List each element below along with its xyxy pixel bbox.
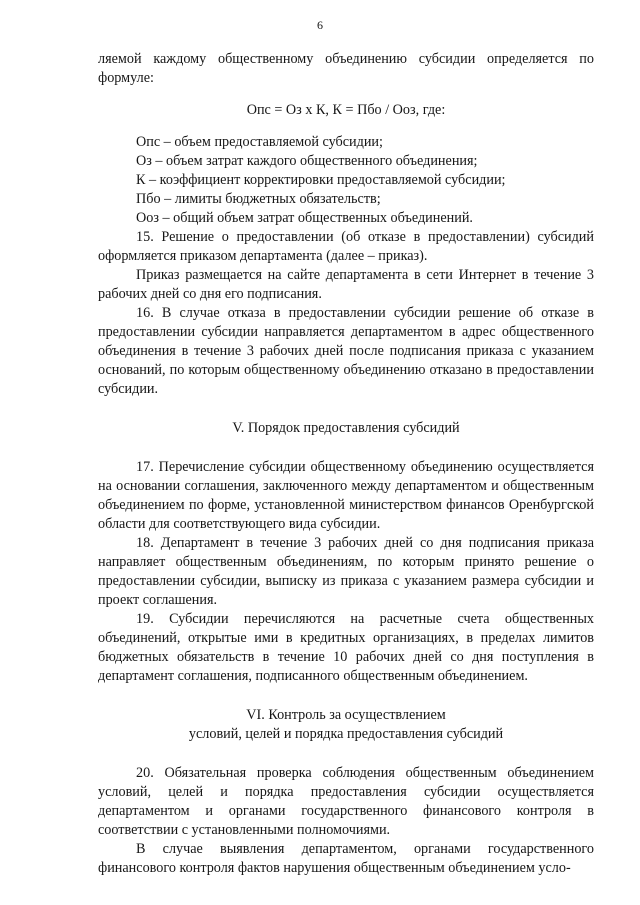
formula-legend: [98, 133, 594, 228]
paragraph-15: 15. Решение о предоставлении (об отказе в предоставлении) субсидий оформляется приказом департамента (далее – приказ).: [98, 229, 594, 264]
paragraph-20: 20. Обязательная проверка соблюдения общественным объединением условий, целей и порядка предоставления субсидии осуществляется департаментом и органами государственного финансового контроля в соответствии с установленными полномочиями.: [98, 765, 594, 838]
legend-item: Оз – объем затрат каждого общественного объединения;: [136, 153, 478, 169]
legend-item: К – коэффициент корректировки предоставляемой субсидии;: [136, 172, 506, 188]
paragraph-19: 19. Субсидии перечисляются на расчетные счета общественных объединений, открытые ими в кредитных организациях, в пределах лимитов бюджетных обязательств в течение 10 рабочих дней со дня поступления в департамент соглашения, подписанного общественным объединением.: [98, 611, 594, 684]
page-number: 6: [317, 18, 323, 32]
paragraph-16: 16. В случае отказа в предоставлении субсидии решение об отказе в предоставлении субсидии направляется департаментом в адрес общественного объединения в течение 3 рабочих дней после подписания приказа с указанием оснований, по которым общественному объединению отказано в предоставлении субсидии.: [98, 305, 594, 397]
intro-paragraph: ляемой каждому общественному объединению субсидии определяется по формуле:: [98, 51, 594, 86]
paragraph-17: 17. Перечисление субсидии общественному объединению осуществляется на основании соглашения, заключенного между департаментом и общественным объединением по форме, установленной министерством финансов Оренбургской области для соответствующего вида субсидии.: [98, 459, 594, 532]
legend-item: Пбо – лимиты бюджетных обязательств;: [136, 191, 381, 207]
section-6-title: [98, 706, 594, 744]
section-6-title-line2: условий, целей и порядка предоставления субсидий: [188, 726, 504, 742]
section-6-title-line1: VI. Контроль за осуществлением: [246, 707, 446, 723]
paragraph-20-continuation: В случае выявления департаментом, органами государственного финансового контроля фактов нарушения общественным объединением усло-: [98, 841, 594, 876]
legend-item: Опс – объем предоставляемой субсидии;: [136, 134, 383, 150]
paragraph-18: 18. Департамент в течение 3 рабочих дней со дня подписания приказа направляет общественным объединениям, по которым принято решение о предоставлении субсидии, выписку из приказа с указанием размера субсидии и проект соглашения.: [98, 535, 594, 608]
section-5-title: [98, 419, 594, 438]
subsidy-formula: Опс = Оз х К, К = Пбо / Ооз, где:: [246, 102, 446, 118]
document-body: [98, 50, 594, 878]
legend-item: Ооз – общий объем затрат общественных объединений.: [136, 210, 473, 226]
paragraph-15-publication: Приказ размещается на сайте департамента в сети Интернет в течение 3 рабочих дней со дня его подписания.: [98, 267, 594, 302]
section-5-title-text: V. Порядок предоставления субсидий: [232, 420, 460, 436]
